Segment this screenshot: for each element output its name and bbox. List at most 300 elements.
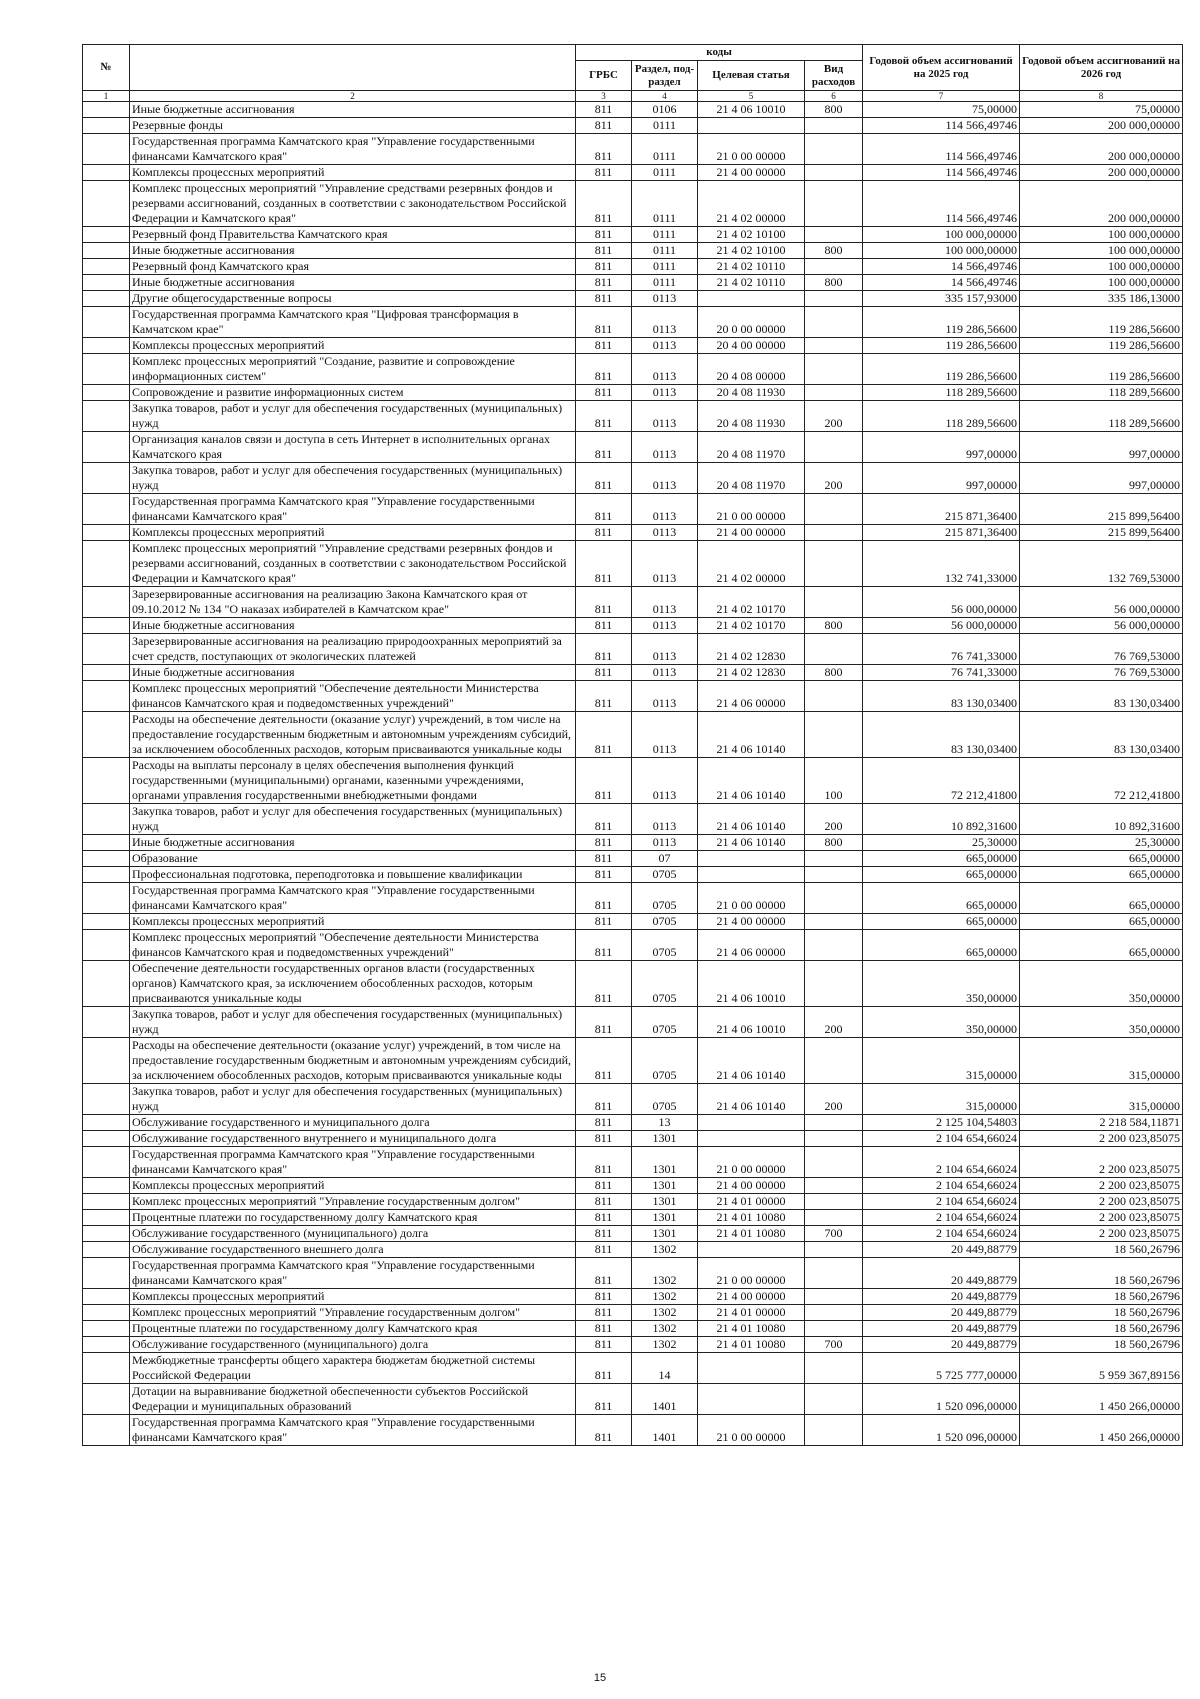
volume-2025-cell: 20 449,88779	[863, 1337, 1020, 1353]
expense-name-cell: Иные бюджетные ассигнования	[130, 665, 576, 681]
volume-2025-cell: 20 449,88779	[863, 1258, 1020, 1289]
header-name	[130, 45, 576, 91]
row-number-cell	[83, 587, 130, 618]
grbs-cell: 811	[576, 1384, 632, 1415]
section-cell: 0705	[632, 1007, 698, 1038]
grbs-cell: 811	[576, 1210, 632, 1226]
volume-2025-cell: 72 212,41800	[863, 758, 1020, 804]
expense-type-cell	[805, 1353, 863, 1384]
volume-2026-cell: 997,00000	[1020, 463, 1183, 494]
header-column-numbers	[83, 91, 1183, 102]
table-row	[83, 1305, 1183, 1321]
volume-2025-cell: 350,00000	[863, 961, 1020, 1007]
row-number-cell	[83, 102, 130, 118]
volume-2025-cell: 114 566,49746	[863, 134, 1020, 165]
colnum: 2	[130, 91, 576, 102]
expense-name-cell: Организация каналов связи и доступа в сеть Интернет в исполнительных органах Камчатского края	[130, 432, 576, 463]
section-cell: 1302	[632, 1305, 698, 1321]
expense-name-cell: Зарезервированные ассигнования на реализацию природоохранных мероприятий за счет средств, поступающих от экологических платежей	[130, 634, 576, 665]
table-row	[83, 541, 1183, 587]
grbs-cell: 811	[576, 961, 632, 1007]
section-cell: 0111	[632, 243, 698, 259]
volume-2026-cell: 119 286,56600	[1020, 354, 1183, 385]
grbs-cell: 811	[576, 1289, 632, 1305]
volume-2026-cell: 83 130,03400	[1020, 712, 1183, 758]
section-cell: 0113	[632, 541, 698, 587]
header-vol-2025: Годовой объем ассигнований на 2025 год	[863, 45, 1020, 91]
section-cell: 0111	[632, 181, 698, 227]
volume-2026-cell: 335 186,13000	[1020, 291, 1183, 307]
section-cell: 0111	[632, 118, 698, 134]
expense-type-cell	[805, 291, 863, 307]
target-article-cell	[698, 867, 805, 883]
grbs-cell: 811	[576, 494, 632, 525]
target-article-cell: 21 4 02 10170	[698, 618, 805, 634]
volume-2025-cell: 2 104 654,66024	[863, 1178, 1020, 1194]
volume-2026-cell: 119 286,56600	[1020, 307, 1183, 338]
target-article-cell: 21 4 01 00000	[698, 1194, 805, 1210]
expense-name-cell: Обслуживание государственного внешнего долга	[130, 1242, 576, 1258]
expense-name-cell: Расходы на обеспечение деятельности (оказание услуг) учреждений, в том числе на предоставление государственным бюджетным и автономным учреждениям субсидий, за исключением обособленных расходов, которым присваиваются уникальные коды	[130, 1038, 576, 1084]
grbs-cell: 811	[576, 118, 632, 134]
expense-type-cell: 200	[805, 1084, 863, 1115]
volume-2026-cell: 315,00000	[1020, 1038, 1183, 1084]
volume-2025-cell: 1 520 096,00000	[863, 1384, 1020, 1415]
section-cell: 0113	[632, 525, 698, 541]
section-cell: 0705	[632, 961, 698, 1007]
colnum: 3	[576, 91, 632, 102]
expense-type-cell: 700	[805, 1226, 863, 1242]
expense-type-cell	[805, 1258, 863, 1289]
section-cell: 1302	[632, 1258, 698, 1289]
volume-2025-cell: 14 566,49746	[863, 259, 1020, 275]
expense-name-cell: Государственная программа Камчатского края "Управление государственными финансами Камчатского края"	[130, 134, 576, 165]
section-cell: 0113	[632, 338, 698, 354]
expense-name-cell: Обслуживание государственного и муниципального долга	[130, 1115, 576, 1131]
header-vol-2026: Годовой объем ассигнований на 2026 год	[1020, 45, 1183, 91]
target-article-cell: 21 4 02 10100	[698, 227, 805, 243]
expense-type-cell	[805, 1210, 863, 1226]
section-cell: 0705	[632, 914, 698, 930]
volume-2025-cell: 56 000,00000	[863, 618, 1020, 634]
volume-2026-cell: 18 560,26796	[1020, 1242, 1183, 1258]
target-article-cell: 21 0 00 00000	[698, 1415, 805, 1446]
section-cell: 14	[632, 1353, 698, 1384]
expense-name-cell: Зарезервированные ассигнования на реализацию Закона Камчатского края от 09.10.2012 № 134 "О наказах избирателей в Камчатском крае"	[130, 587, 576, 618]
volume-2025-cell: 119 286,56600	[863, 354, 1020, 385]
volume-2026-cell: 997,00000	[1020, 432, 1183, 463]
row-number-cell	[83, 432, 130, 463]
volume-2026-cell: 132 769,53000	[1020, 541, 1183, 587]
colnum: 6	[805, 91, 863, 102]
table-row	[83, 1384, 1183, 1415]
section-cell: 1301	[632, 1147, 698, 1178]
volume-2026-cell: 18 560,26796	[1020, 1258, 1183, 1289]
expense-type-cell	[805, 712, 863, 758]
target-article-cell: 21 4 01 00000	[698, 1305, 805, 1321]
expense-name-cell: Резервные фонды	[130, 118, 576, 134]
section-cell: 0111	[632, 259, 698, 275]
expense-name-cell: Комплекс процессных мероприятий "Обеспечение деятельности Министерства финансов Камчатского края и подведомственных учреждений"	[130, 681, 576, 712]
grbs-cell: 811	[576, 181, 632, 227]
expense-type-cell	[805, 1194, 863, 1210]
volume-2026-cell: 1 450 266,00000	[1020, 1415, 1183, 1446]
grbs-cell: 811	[576, 259, 632, 275]
grbs-cell: 811	[576, 1115, 632, 1131]
section-cell: 0113	[632, 634, 698, 665]
grbs-cell: 811	[576, 587, 632, 618]
target-article-cell: 21 0 00 00000	[698, 1258, 805, 1289]
target-article-cell: 20 4 08 11930	[698, 385, 805, 401]
row-number-cell	[83, 634, 130, 665]
table-row	[83, 1178, 1183, 1194]
volume-2025-cell: 10 892,31600	[863, 804, 1020, 835]
volume-2025-cell: 114 566,49746	[863, 118, 1020, 134]
grbs-cell: 811	[576, 102, 632, 118]
row-number-cell	[83, 1321, 130, 1337]
target-article-cell: 21 4 06 00000	[698, 930, 805, 961]
volume-2025-cell: 100 000,00000	[863, 243, 1020, 259]
table-row	[83, 338, 1183, 354]
section-cell: 1301	[632, 1194, 698, 1210]
row-number-cell	[83, 181, 130, 227]
row-number-cell	[83, 1305, 130, 1321]
expense-name-cell: Закупка товаров, работ и услуг для обеспечения государственных (муниципальных) нужд	[130, 1084, 576, 1115]
target-article-cell: 21 4 02 00000	[698, 541, 805, 587]
section-cell: 0113	[632, 665, 698, 681]
section-cell: 0113	[632, 681, 698, 712]
colnum: 8	[1020, 91, 1183, 102]
expense-type-cell	[805, 385, 863, 401]
expense-name-cell: Комплексы процессных мероприятий	[130, 1289, 576, 1305]
table-row	[83, 1415, 1183, 1446]
table-row	[83, 930, 1183, 961]
row-number-cell	[83, 165, 130, 181]
table-row	[83, 1226, 1183, 1242]
expense-name-cell: Обслуживание государственного внутреннего и муниципального долга	[130, 1131, 576, 1147]
expense-name-cell: Комплекс процессных мероприятий "Обеспечение деятельности Министерства финансов Камчатского края и подведомственных учреждений"	[130, 930, 576, 961]
target-article-cell: 21 4 06 10010	[698, 102, 805, 118]
grbs-cell: 811	[576, 665, 632, 681]
expense-name-cell: Процентные платежи по государственному долгу Камчатского края	[130, 1210, 576, 1226]
section-cell: 1301	[632, 1210, 698, 1226]
volume-2025-cell: 665,00000	[863, 851, 1020, 867]
volume-2025-cell: 997,00000	[863, 463, 1020, 494]
expense-name-cell: Комплекс процессных мероприятий "Управление государственным долгом"	[130, 1305, 576, 1321]
volume-2026-cell: 200 000,00000	[1020, 181, 1183, 227]
row-number-cell	[83, 118, 130, 134]
row-number-cell	[83, 1415, 130, 1446]
volume-2026-cell: 665,00000	[1020, 867, 1183, 883]
volume-2026-cell: 18 560,26796	[1020, 1305, 1183, 1321]
grbs-cell: 811	[576, 227, 632, 243]
section-cell: 1301	[632, 1131, 698, 1147]
row-number-cell	[83, 541, 130, 587]
expense-type-cell	[805, 525, 863, 541]
row-number-cell	[83, 227, 130, 243]
volume-2026-cell: 215 899,56400	[1020, 494, 1183, 525]
volume-2026-cell: 18 560,26796	[1020, 1321, 1183, 1337]
grbs-cell: 811	[576, 541, 632, 587]
expense-name-cell: Комплексы процессных мероприятий	[130, 165, 576, 181]
section-cell: 0111	[632, 227, 698, 243]
section-cell: 0113	[632, 618, 698, 634]
volume-2026-cell: 100 000,00000	[1020, 243, 1183, 259]
row-number-cell	[83, 1384, 130, 1415]
target-article-cell	[698, 1115, 805, 1131]
row-number-cell	[83, 1353, 130, 1384]
target-article-cell	[698, 1384, 805, 1415]
expense-name-cell: Обслуживание государственного (муниципального) долга	[130, 1337, 576, 1353]
colnum: 7	[863, 91, 1020, 102]
target-article-cell	[698, 1242, 805, 1258]
table-row	[83, 1194, 1183, 1210]
grbs-cell: 811	[576, 307, 632, 338]
expense-name-cell: Государственная программа Камчатского края "Управление государственными финансами Камчатского края"	[130, 883, 576, 914]
row-number-cell	[83, 961, 130, 1007]
expense-type-cell: 100	[805, 758, 863, 804]
table-row	[83, 1131, 1183, 1147]
row-number-cell	[83, 1226, 130, 1242]
section-cell: 1301	[632, 1178, 698, 1194]
expense-name-cell: Государственная программа Камчатского края "Управление государственными финансами Камчатского края"	[130, 494, 576, 525]
section-cell: 0113	[632, 494, 698, 525]
budget-table	[82, 44, 1183, 1446]
volume-2025-cell: 665,00000	[863, 914, 1020, 930]
header-section: Раздел, под-раздел	[632, 61, 698, 91]
section-cell: 0111	[632, 134, 698, 165]
expense-type-cell	[805, 1147, 863, 1178]
volume-2025-cell: 100 000,00000	[863, 227, 1020, 243]
row-number-cell	[83, 354, 130, 385]
grbs-cell: 811	[576, 1337, 632, 1353]
expense-name-cell: Комплекс процессных мероприятий "Управление средствами резервных фондов и резервами ассигнований, созданных в соответствии с законодательством Российской Федерации и Камчатского края"	[130, 181, 576, 227]
grbs-cell: 811	[576, 385, 632, 401]
target-article-cell	[698, 118, 805, 134]
target-article-cell: 21 4 00 00000	[698, 525, 805, 541]
grbs-cell: 811	[576, 1194, 632, 1210]
grbs-cell: 811	[576, 243, 632, 259]
grbs-cell: 811	[576, 275, 632, 291]
table-row	[83, 118, 1183, 134]
row-number-cell	[83, 1210, 130, 1226]
volume-2026-cell: 200 000,00000	[1020, 134, 1183, 165]
target-article-cell: 21 4 02 12830	[698, 665, 805, 681]
expense-name-cell: Комплексы процессных мероприятий	[130, 525, 576, 541]
row-number-cell	[83, 1131, 130, 1147]
expense-type-cell	[805, 181, 863, 227]
volume-2025-cell: 119 286,56600	[863, 307, 1020, 338]
target-article-cell: 21 4 06 10140	[698, 835, 805, 851]
expense-type-cell	[805, 432, 863, 463]
expense-name-cell: Обслуживание государственного (муниципального) долга	[130, 1226, 576, 1242]
expense-type-cell: 800	[805, 243, 863, 259]
row-number-cell	[83, 307, 130, 338]
section-cell: 0705	[632, 1084, 698, 1115]
colnum: 4	[632, 91, 698, 102]
volume-2026-cell: 118 289,56600	[1020, 401, 1183, 432]
table-row	[83, 1337, 1183, 1353]
volume-2026-cell: 200 000,00000	[1020, 118, 1183, 134]
volume-2025-cell: 76 741,33000	[863, 634, 1020, 665]
table-row	[83, 227, 1183, 243]
expense-type-cell: 800	[805, 102, 863, 118]
row-number-cell	[83, 463, 130, 494]
row-number-cell	[83, 883, 130, 914]
expense-name-cell: Закупка товаров, работ и услуг для обеспечения государственных (муниципальных) нужд	[130, 401, 576, 432]
volume-2025-cell: 315,00000	[863, 1038, 1020, 1084]
target-article-cell: 21 4 06 10140	[698, 1038, 805, 1084]
target-article-cell: 21 4 06 10140	[698, 758, 805, 804]
expense-name-cell: Расходы на обеспечение деятельности (оказание услуг) учреждений, в том числе на предоставление государственным бюджетным и автономным учреждениям субсидий, за исключением обособленных расходов, которым присваиваются уникальные коды	[130, 712, 576, 758]
table-row	[83, 463, 1183, 494]
volume-2025-cell: 2 104 654,66024	[863, 1147, 1020, 1178]
section-cell: 0113	[632, 401, 698, 432]
row-number-cell	[83, 758, 130, 804]
target-article-cell: 21 0 00 00000	[698, 883, 805, 914]
target-article-cell: 21 4 01 10080	[698, 1337, 805, 1353]
volume-2025-cell: 215 871,36400	[863, 525, 1020, 541]
expense-type-cell	[805, 634, 863, 665]
volume-2026-cell: 315,00000	[1020, 1084, 1183, 1115]
section-cell: 0705	[632, 883, 698, 914]
table-row	[83, 243, 1183, 259]
volume-2026-cell: 76 769,53000	[1020, 634, 1183, 665]
table-row	[83, 587, 1183, 618]
table-row	[83, 1084, 1183, 1115]
expense-type-cell	[805, 338, 863, 354]
expense-name-cell: Иные бюджетные ассигнования	[130, 102, 576, 118]
target-article-cell: 21 4 02 10100	[698, 243, 805, 259]
table-row	[83, 165, 1183, 181]
volume-2025-cell: 83 130,03400	[863, 681, 1020, 712]
volume-2026-cell: 665,00000	[1020, 851, 1183, 867]
volume-2026-cell: 72 212,41800	[1020, 758, 1183, 804]
volume-2026-cell: 18 560,26796	[1020, 1337, 1183, 1353]
volume-2026-cell: 118 289,56600	[1020, 385, 1183, 401]
volume-2026-cell: 350,00000	[1020, 1007, 1183, 1038]
section-cell: 1301	[632, 1226, 698, 1242]
expense-name-cell: Государственная программа Камчатского края "Цифровая трансформация в Камчатском крае"	[130, 307, 576, 338]
target-article-cell: 20 4 08 00000	[698, 354, 805, 385]
expense-type-cell	[805, 165, 863, 181]
table-row	[83, 1115, 1183, 1131]
volume-2026-cell: 83 130,03400	[1020, 681, 1183, 712]
expense-name-cell: Закупка товаров, работ и услуг для обеспечения государственных (муниципальных) нужд	[130, 1007, 576, 1038]
grbs-cell: 811	[576, 681, 632, 712]
grbs-cell: 811	[576, 851, 632, 867]
expense-type-cell	[805, 354, 863, 385]
volume-2025-cell: 335 157,93000	[863, 291, 1020, 307]
expense-type-cell: 800	[805, 618, 863, 634]
expense-type-cell	[805, 1321, 863, 1337]
expense-type-cell	[805, 914, 863, 930]
section-cell: 0111	[632, 275, 698, 291]
expense-name-cell: Государственная программа Камчатского края "Управление государственными финансами Камчатского края"	[130, 1258, 576, 1289]
expense-type-cell: 200	[805, 804, 863, 835]
row-number-cell	[83, 930, 130, 961]
expense-name-cell: Комплекс процессных мероприятий "Создание, развитие и сопровождение информационных систем"	[130, 354, 576, 385]
row-number-cell	[83, 665, 130, 681]
row-number-cell	[83, 835, 130, 851]
target-article-cell: 21 4 06 10140	[698, 1084, 805, 1115]
grbs-cell: 811	[576, 432, 632, 463]
grbs-cell: 811	[576, 618, 632, 634]
header-codes: коды	[576, 45, 863, 61]
expense-type-cell: 200	[805, 401, 863, 432]
section-cell: 0705	[632, 867, 698, 883]
expense-name-cell: Государственная программа Камчатского края "Управление государственными финансами Камчатского края"	[130, 1147, 576, 1178]
grbs-cell: 811	[576, 1415, 632, 1446]
row-number-cell	[83, 243, 130, 259]
grbs-cell: 811	[576, 1147, 632, 1178]
volume-2026-cell: 1 450 266,00000	[1020, 1384, 1183, 1415]
table-row	[83, 1353, 1183, 1384]
volume-2025-cell: 114 566,49746	[863, 181, 1020, 227]
volume-2026-cell: 2 200 023,85075	[1020, 1147, 1183, 1178]
section-cell: 0113	[632, 758, 698, 804]
volume-2026-cell: 665,00000	[1020, 930, 1183, 961]
volume-2026-cell: 2 218 584,11871	[1020, 1115, 1183, 1131]
table-body	[83, 102, 1183, 1446]
volume-2025-cell: 20 449,88779	[863, 1305, 1020, 1321]
target-article-cell: 21 4 00 00000	[698, 914, 805, 930]
table-row	[83, 681, 1183, 712]
table-row	[83, 102, 1183, 118]
expense-name-cell: Резервный фонд Правительства Камчатского края	[130, 227, 576, 243]
target-article-cell: 21 4 02 10110	[698, 275, 805, 291]
volume-2025-cell: 1 520 096,00000	[863, 1415, 1020, 1446]
expense-type-cell	[805, 259, 863, 275]
target-article-cell: 21 4 02 10170	[698, 587, 805, 618]
volume-2025-cell: 2 104 654,66024	[863, 1226, 1020, 1242]
table-row	[83, 432, 1183, 463]
grbs-cell: 811	[576, 1321, 632, 1337]
table-row	[83, 1038, 1183, 1084]
row-number-cell	[83, 259, 130, 275]
expense-type-cell	[805, 681, 863, 712]
expense-type-cell	[805, 1038, 863, 1084]
row-number-cell	[83, 681, 130, 712]
expense-type-cell: 800	[805, 275, 863, 291]
expense-type-cell	[805, 1305, 863, 1321]
expense-type-cell	[805, 587, 863, 618]
target-article-cell: 21 0 00 00000	[698, 134, 805, 165]
volume-2025-cell: 665,00000	[863, 883, 1020, 914]
section-cell: 0113	[632, 463, 698, 494]
expense-name-cell: Закупка товаров, работ и услуг для обеспечения государственных (муниципальных) нужд	[130, 804, 576, 835]
volume-2025-cell: 83 130,03400	[863, 712, 1020, 758]
volume-2025-cell: 350,00000	[863, 1007, 1020, 1038]
row-number-cell	[83, 385, 130, 401]
expense-name-cell: Иные бюджетные ассигнования	[130, 243, 576, 259]
grbs-cell: 811	[576, 291, 632, 307]
expense-name-cell: Комплексы процессных мероприятий	[130, 338, 576, 354]
target-article-cell: 21 4 06 10010	[698, 1007, 805, 1038]
volume-2026-cell: 5 959 367,89156	[1020, 1353, 1183, 1384]
target-article-cell: 21 4 02 10110	[698, 259, 805, 275]
volume-2025-cell: 132 741,33000	[863, 541, 1020, 587]
table-row	[83, 883, 1183, 914]
table-row	[83, 494, 1183, 525]
table-row	[83, 291, 1183, 307]
expense-type-cell	[805, 1115, 863, 1131]
expense-name-cell: Комплексы процессных мероприятий	[130, 1178, 576, 1194]
expense-name-cell: Профессиональная подготовка, переподготовка и повышение квалификации	[130, 867, 576, 883]
volume-2026-cell: 2 200 023,85075	[1020, 1194, 1183, 1210]
grbs-cell: 811	[576, 758, 632, 804]
expense-type-cell	[805, 883, 863, 914]
